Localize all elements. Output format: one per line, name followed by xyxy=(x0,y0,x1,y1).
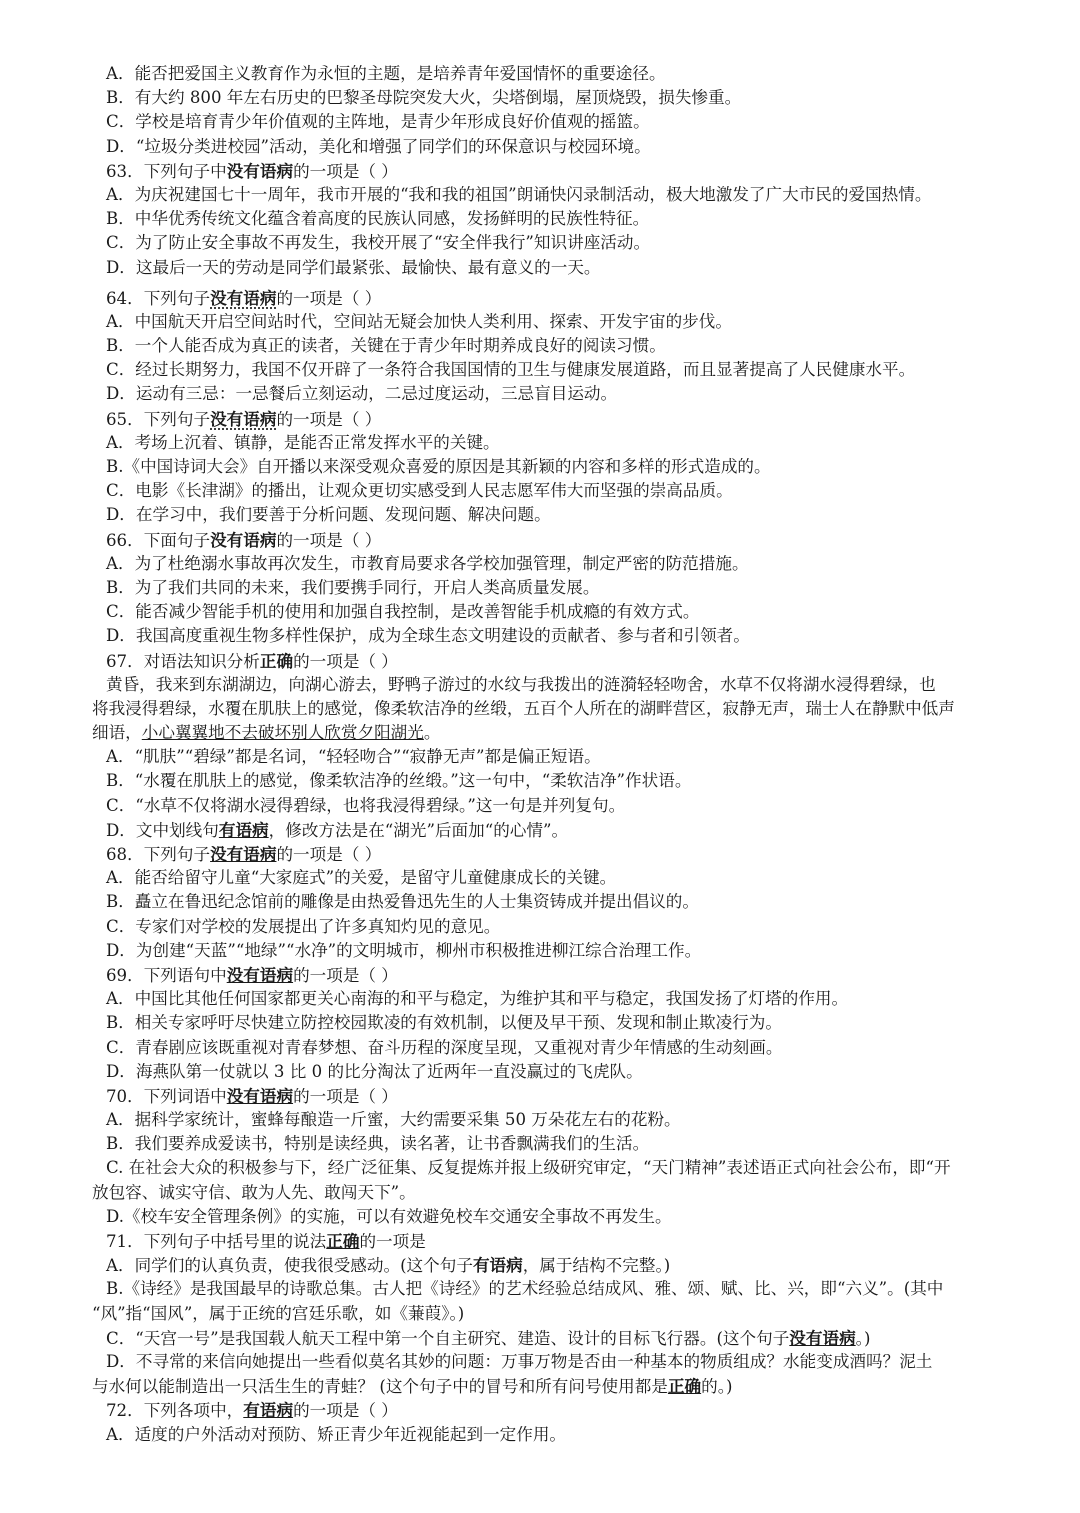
option-line xyxy=(0,1253,1080,1277)
line-text: A．能否把爱国主义教育作为永恒的主题，是培养青年爱国情怀的重要途径。 xyxy=(106,64,666,83)
passage-line xyxy=(0,1302,1080,1326)
option-line xyxy=(0,431,1080,455)
line-text: C．青春剧应该既重视对青春梦想、奋斗历程的深度呈现，又重视对青少年情感的生动刻画。 xyxy=(106,1037,783,1057)
option-line xyxy=(0,1277,1080,1301)
line-text: 的一项是（ ） xyxy=(293,1086,398,1106)
emphasized-text: 没有语病 xyxy=(226,964,294,985)
option-line xyxy=(0,1132,1080,1156)
line-text: C．“天宫一号”是我国载人航天工程中第一个自主研究、建造、设计的目标飞行器。(这个句子 xyxy=(106,1328,790,1348)
question-line xyxy=(0,649,1080,673)
option-line xyxy=(0,231,1080,255)
line-text: A．据科学家统计，蜜蜂每酿造一斤蜜，大约需要采集 50 万朵花左右的花粉。 xyxy=(106,1110,681,1130)
emphasized-text: 有语病 xyxy=(218,819,269,840)
line-text: A．能否给留守儿童“大家庭式”的关爱，是留守儿童健康成长的关键。 xyxy=(106,868,617,888)
line-text: 的。) xyxy=(701,1377,733,1397)
line-text: 71．下列句子中括号里的说法 xyxy=(106,1232,327,1251)
question-line xyxy=(0,1229,1080,1253)
option-line xyxy=(0,358,1080,382)
line-text: 70．下列词语中 xyxy=(106,1086,227,1106)
emphasized-text: 正确 xyxy=(259,650,294,671)
line-text: 的一项是（ ） xyxy=(276,845,382,864)
line-text: C．“水草不仅将湖水浸得碧绿，也将我浸得碧绿。”这一句是并列复句。 xyxy=(106,795,626,815)
line-text: B．“水覆在肌肤上的感觉，像柔软洁净的丝缎。”这一句中，“柔软洁净”作状语。 xyxy=(106,771,692,791)
line-text: 黄昏，我来到东湖湖边，向湖心游去，野鸭子游过的水纹与我拨出的涟漪轻轻吻舍，水草不仅将湖水浸得碧绿，也 xyxy=(106,674,936,694)
question-line xyxy=(0,528,1080,552)
line-text: B．为了我们共同的未来，我们要携手同行，开启人类高质量发展。 xyxy=(106,577,600,597)
line-text: B.《诗经》是我国最早的诗歌总集。古人把《诗经》的艺术经验总结成风、雅、颂、赋、比、兴，即“六义”。(其中 xyxy=(106,1279,944,1299)
line-text: 67．对语法知识分析 xyxy=(106,651,260,671)
question-line xyxy=(0,407,1080,431)
line-text: 细语， xyxy=(92,723,142,743)
line-text: 的一项是（ ） xyxy=(293,1401,398,1421)
option-line xyxy=(0,987,1080,1011)
line-text: B.《中国诗词大会》自开播以来深受观众喜爱的原因是其新颖的内容和多样的形式造成的。 xyxy=(106,457,771,476)
option-line xyxy=(0,794,1080,818)
option-line xyxy=(0,382,1080,406)
question-line xyxy=(0,1398,1080,1422)
line-text: B．相关专家呼吁尽快建立防控校园欺凌的有效机制，以便及早干预、发现和制止欺凌行为。 xyxy=(106,1013,782,1033)
option-line xyxy=(0,1011,1080,1035)
line-text: D．为创建“天蓝”“地绿”“水净”的文明城市，柳州市积极推进柳江综合治理工作。 xyxy=(106,940,702,960)
question-line xyxy=(0,842,1080,866)
option-line xyxy=(0,455,1080,479)
option-line xyxy=(0,939,1080,963)
option-line xyxy=(0,866,1080,890)
option-line xyxy=(0,310,1080,334)
line-text: A．适度的户外活动对预防、矫正青少年近视能起到一定作用。 xyxy=(106,1424,567,1444)
line-text: A．“肌肤”“碧绿”都是名词，“轻轻吻合”“寂静无声”都是偏正短语。 xyxy=(106,747,601,767)
line-text: D．运动有三忌：一忌餐后立刻运动，二忌过度运动，三忌盲目运动。 xyxy=(106,384,618,404)
emphasized-text: 没有语病 xyxy=(210,408,277,429)
passage-line xyxy=(0,1181,1080,1205)
option-line xyxy=(0,110,1080,134)
line-text: D．这最后一天的劳动是同学们最紧张、最愉快、最有意义的一天。 xyxy=(106,257,601,277)
line-text: ，属于结构不完整。) xyxy=(522,1256,671,1276)
line-text: 的一项是（ ） xyxy=(293,161,398,181)
option-line xyxy=(0,915,1080,939)
option-line xyxy=(0,745,1080,769)
line-text: 65．下列句子 xyxy=(106,409,211,429)
option-line xyxy=(0,479,1080,503)
line-text: D．不寻常的来信向她提出一些看似莫名其妙的问题：万事万物是否由一种基本的物质组成？水能变成酒吗？泥土 xyxy=(106,1351,933,1371)
passage-line xyxy=(0,1374,1080,1398)
emphasized-text: 没有语病 xyxy=(226,160,294,181)
option-line xyxy=(0,769,1080,793)
emphasized-text: 没有语病 xyxy=(226,1085,294,1106)
question-list xyxy=(0,62,1080,1447)
line-text: 68．下列句子 xyxy=(106,845,211,864)
line-text: A．中国航天开启空间站时代，空间站无疑会加快人类利用、探索、开发宇宙的步伐。 xyxy=(106,311,732,331)
option-line xyxy=(0,334,1080,358)
emphasized-text: 有语病 xyxy=(472,1255,523,1276)
line-text: 。) xyxy=(855,1328,871,1348)
passage-line xyxy=(0,697,1080,721)
option-line xyxy=(0,1036,1080,1060)
emphasized-text: 正确 xyxy=(326,1231,360,1251)
line-text: A．考场上沉着、镇静，是能否正常发挥水平的关键。 xyxy=(106,432,500,452)
line-text: A．为庆祝建国七十一周年，我市开展的“我和我的祖国”朗诵快闪录制活动，极大地激发了广大市民的爱国热情。 xyxy=(106,184,932,204)
line-text: D．“垃圾分类进校园”活动，美化和增强了同学们的环保意识与校园环境。 xyxy=(106,136,651,156)
line-text: B．矗立在鲁迅纪念馆前的雕像是由热爱鲁迅先生的人士集资铸成并提出倡议的。 xyxy=(106,892,699,912)
option-line xyxy=(0,1326,1080,1350)
line-text: C．为了防止安全事故不再发生，我校开展了“安全伴我行”知识讲座活动。 xyxy=(106,233,651,253)
emphasized-text: 没有语病 xyxy=(210,844,277,864)
option-line xyxy=(0,890,1080,914)
option-line xyxy=(0,1060,1080,1084)
line-text: 的一项是（ ） xyxy=(276,530,382,550)
line-text: 63．下列句子中 xyxy=(106,161,227,181)
option-line xyxy=(0,207,1080,231)
option-line xyxy=(0,1423,1080,1447)
emphasized-text: 没有语病 xyxy=(210,529,277,550)
line-text: C．电影《长津湖》的播出，让观众更切实感受到人民志愿军伟大而坚强的崇高品质。 xyxy=(106,481,733,501)
line-text: A．同学们的认真负责，使我很受感动。(这个句子 xyxy=(106,1256,473,1276)
question-line xyxy=(0,963,1080,987)
option-line xyxy=(0,135,1080,159)
line-text: 放包容、诚实守信、敢为人先、敢闯天下”。 xyxy=(92,1182,416,1202)
option-line xyxy=(0,256,1080,280)
line-text: C. 在社会大众的积极参与下，经广泛征集、反复提炼并报上级研究审定，“天门精神”表述语正式向社会公布，即“开 xyxy=(106,1158,951,1178)
line-text: B．中华优秀传统文化蕴含着高度的民族认同感，发扬鲜明的民族性特征。 xyxy=(106,209,650,229)
line-text: ，修改方法是在“湖光”后面加“的心情”。 xyxy=(268,820,569,840)
option-line xyxy=(0,1350,1080,1374)
line-text: C．经过长期努力，我国不仅开辟了一条符合我国国情的卫生与健康发展道路，而且显著提高了人民健康水平。 xyxy=(106,360,916,380)
line-text: 64．下列句子 xyxy=(106,288,211,308)
line-text: 。 xyxy=(423,723,441,743)
line-text: 72．下列各项中， xyxy=(106,1401,244,1421)
line-text: 66．下面句子 xyxy=(106,530,211,550)
line-text: C．专家们对学校的发展提出了许多真知灼见的意见。 xyxy=(106,916,501,936)
line-text: A．为了杜绝溺水事故再次发生，市教育局要求各学校加强管理，制定严密的防范措施。 xyxy=(106,553,749,573)
line-text: D．在学习中，我们要善于分析问题、发现问题、解决问题。 xyxy=(106,505,551,525)
line-text: D．文中划线句 xyxy=(106,820,219,840)
option-line xyxy=(0,1108,1080,1132)
emphasized-text: 有语病 xyxy=(243,1400,294,1421)
line-text: C．学校是培育青少年价值观的主阵地，是青少年形成良好价值观的摇篮。 xyxy=(106,112,650,132)
line-text: D．海燕队第一仗就以 3 比 0 的比分淘汰了近两年一直没赢过的飞虎队。 xyxy=(106,1061,643,1081)
emphasized-text: 没有语病 xyxy=(789,1327,856,1348)
emphasized-text: 小心翼翼地不去破坏别人欣赏夕阳湖光 xyxy=(141,723,424,743)
line-text: 将我浸得碧绿，水覆在肌肤上的感觉，像柔软洁净的丝缎，五百个人所在的湖畔营区，寂静无声，瑞士人在静默中低声 xyxy=(92,698,955,718)
line-text: C．能否减少智能手机的使用和加强自我控制，是改善智能手机成瘾的有效方式。 xyxy=(106,602,700,622)
option-line xyxy=(0,183,1080,207)
option-line xyxy=(0,503,1080,527)
option-line xyxy=(0,818,1080,842)
line-text: 69．下列语句中 xyxy=(106,965,227,985)
line-text: 的一项是（ ） xyxy=(276,409,382,429)
line-text: 的一项是 xyxy=(359,1232,426,1251)
passage-line xyxy=(0,721,1080,745)
line-text: B．我们要养成爱读书，特别是读经典，读名著，让书香飘满我们的生活。 xyxy=(106,1134,650,1154)
passage-line xyxy=(0,673,1080,697)
line-text: 的一项是（ ） xyxy=(293,965,398,985)
option-line xyxy=(0,552,1080,576)
line-text: D．我国高度重视生物多样性保护，成为全球生态文明建设的贡献者、参与者和引领者。 xyxy=(106,626,750,646)
option-line xyxy=(0,1205,1080,1229)
line-text: B．一个人能否成为真正的读者，关键在于青少年时期养成良好的阅读习惯。 xyxy=(106,336,666,356)
line-text: 的一项是（ ） xyxy=(293,651,398,671)
line-text: 的一项是（ ） xyxy=(276,288,382,308)
line-text: “风”指“国风”，属于正统的宫廷乐歌，如《蒹葭》。) xyxy=(92,1303,465,1323)
line-text: D.《校车安全管理条例》的实施，可以有效避免校车交通安全事故不再发生。 xyxy=(106,1206,672,1226)
line-text: A．中国比其他任何国家都更关心南海的和平与稳定，为维护其和平与稳定，我国发扬了灯塔的作用。 xyxy=(106,989,849,1009)
line-text: 与水何以能制造出一只活生生的青蛙？ (这个句子中的冒号和所有问号使用都是 xyxy=(92,1377,668,1397)
option-line xyxy=(0,62,1080,86)
question-line xyxy=(0,159,1080,183)
emphasized-text: 正确 xyxy=(667,1376,702,1397)
option-line xyxy=(0,86,1080,110)
question-line xyxy=(0,286,1080,310)
option-line xyxy=(0,576,1080,600)
line-text: B．有大约 800 年左右历史的巴黎圣母院突发大火，尖塔倒塌，屋顶烧毁，损失惨重。 xyxy=(106,88,742,108)
option-line xyxy=(0,1156,1080,1180)
question-line xyxy=(0,1084,1080,1108)
emphasized-text: 没有语病 xyxy=(210,287,277,308)
option-line xyxy=(0,624,1080,648)
option-line xyxy=(0,600,1080,624)
